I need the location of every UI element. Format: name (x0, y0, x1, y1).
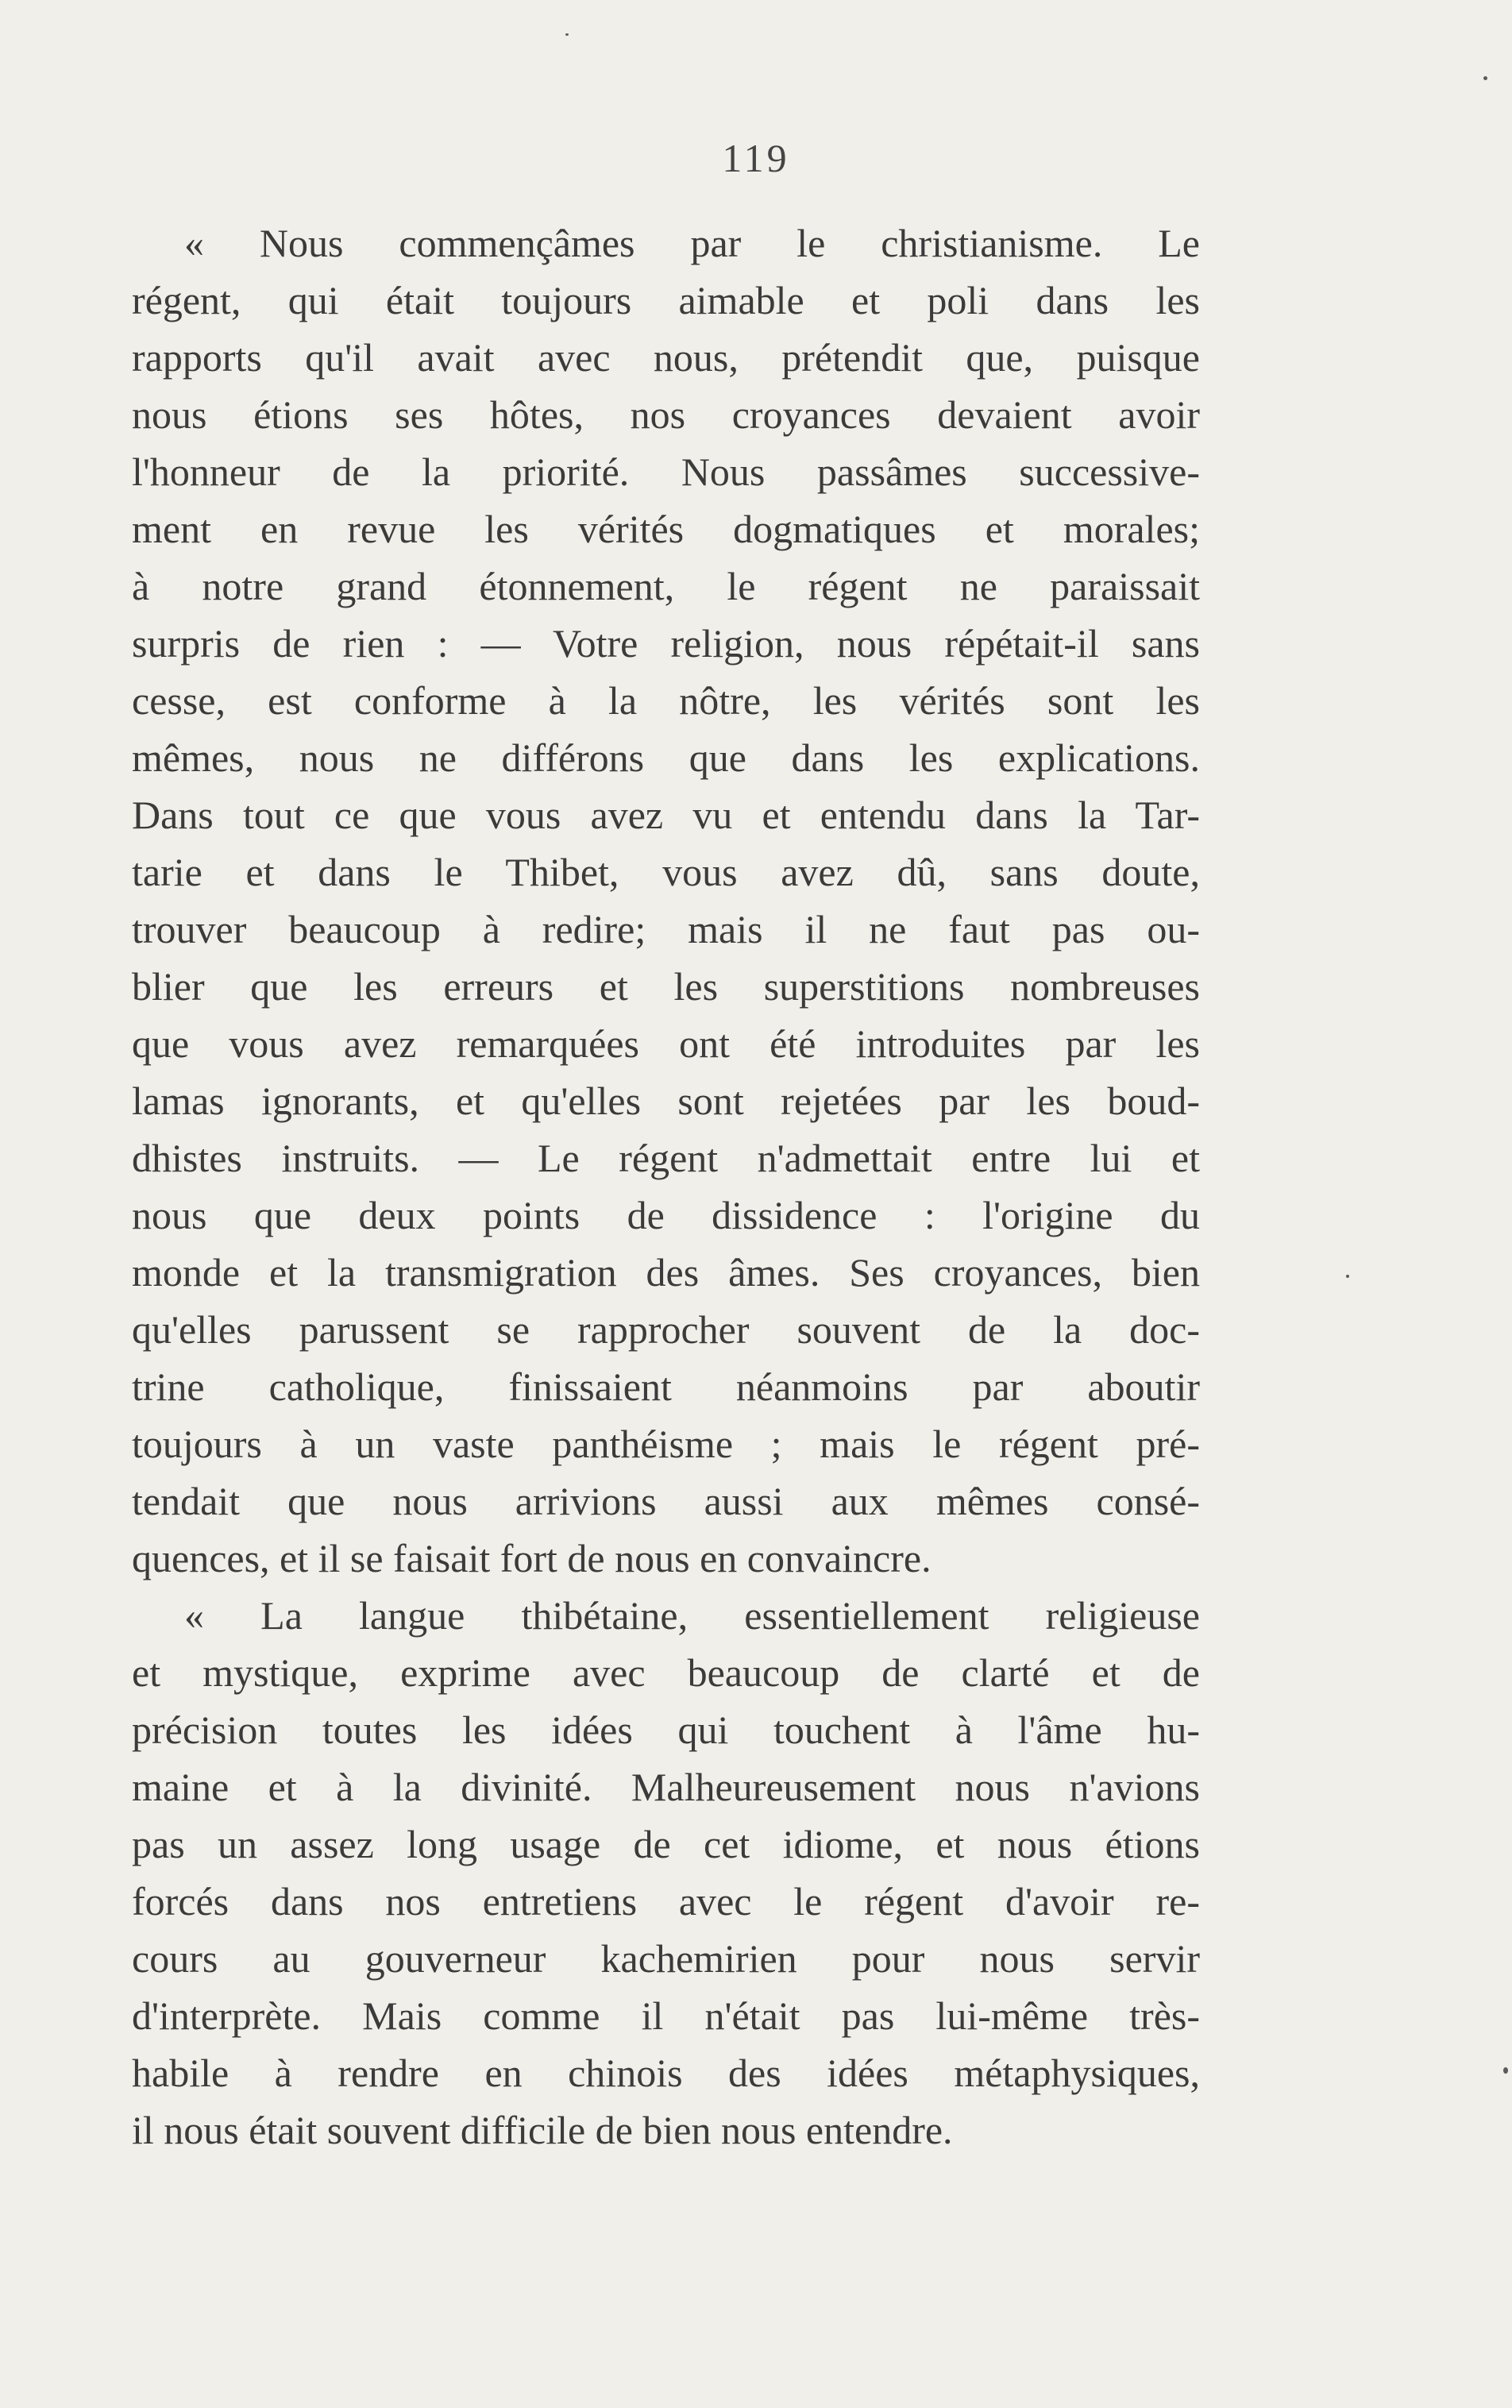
text-line: cours au gouverneur kachemirien pour nous servir (132, 1936, 1200, 1981)
text-line: précision toutes les idées qui touchent à l'âme hu- (132, 1708, 1200, 1752)
text-line: nous que deux points de dissidence : l'origine du (132, 1193, 1200, 1237)
text-line: mêmes, nous ne différons que dans les explications. (132, 735, 1200, 780)
text-line: ment en revue les vérités dogmatiques et morales; (132, 507, 1200, 551)
text-line: que vous avez remarquées ont été introduites par les (132, 1021, 1200, 1066)
ink-speck (1483, 76, 1487, 80)
body-text (132, 214, 1200, 2159)
paragraph (132, 1587, 1200, 2159)
text-line: toujours à un vaste panthéisme ; mais le régent pré- (132, 1422, 1200, 1466)
text-line: tarie et dans le Thibet, vous avez dû, sans doute, (132, 850, 1200, 894)
text-line: forcés dans nos entretiens avec le régent d'avoir re- (132, 1879, 1200, 1924)
text-line: et mystique, exprime avec beaucoup de clarté et de (132, 1650, 1200, 1695)
ink-speck (1503, 2067, 1508, 2074)
text-line: à notre grand étonnement, le régent ne paraissait (132, 564, 1200, 608)
ink-speck (565, 33, 569, 36)
text-line: lamas ignorants, et qu'elles sont rejetées par les boud- (132, 1079, 1200, 1123)
text-line: trine catholique, finissaient néanmoins par aboutir (132, 1364, 1200, 1409)
text-line: habile à rendre en chinois des idées métaphysiques, (132, 2051, 1200, 2095)
text-line: monde et la transmigration des âmes. Ses croyances, bien (132, 1250, 1200, 1295)
text-line: nous étions ses hôtes, nos croyances devaient avoir (132, 392, 1200, 437)
text-line: « La langue thibétaine, essentiellement religieuse (184, 1593, 1200, 1638)
text-line: l'honneur de la priorité. Nous passâmes successive- (132, 450, 1200, 494)
text-line: trouver beaucoup à redire; mais il ne faut pas ou- (132, 907, 1200, 951)
text-line: d'interprète. Mais comme il n'était pas lui-même très- (132, 1993, 1200, 2038)
text-line: il nous était souvent difficile de bien nous entendre. (132, 2108, 953, 2152)
text-line: rapports qu'il avait avec nous, prétendit que, puisque (132, 335, 1200, 380)
page-number: 119 (722, 136, 790, 180)
text-line: qu'elles parussent se rapprocher souvent de la doc- (132, 1307, 1200, 1352)
text-line: « Nous commençâmes par le christianisme. Le (184, 221, 1200, 265)
text-line: pas un assez long usage de cet idiome, et nous étions (132, 1822, 1200, 1866)
text-line: cesse, est conforme à la nôtre, les vérités sont les (132, 678, 1200, 723)
ink-speck (1346, 1275, 1349, 1278)
text-line: surpris de rien : — Votre religion, nous répétait-il sans (132, 621, 1200, 666)
text-line: quences, et il se faisait fort de nous en convaincre. (132, 1536, 932, 1580)
text-line: tendait que nous arrivions aussi aux mêmes consé- (132, 1479, 1200, 1523)
text-line: maine et à la divinité. Malheureusement nous n'avions (132, 1765, 1200, 1809)
text-line: régent, qui était toujours aimable et poli dans les (132, 278, 1200, 322)
paragraph (132, 214, 1200, 1587)
text-line: Dans tout ce que vous avez vu et entendu dans la Tar- (132, 793, 1200, 837)
text-line: dhistes instruits. — Le régent n'admettait entre lui et (132, 1136, 1200, 1180)
text-line: blier que les erreurs et les superstitions nombreuses (132, 964, 1200, 1009)
